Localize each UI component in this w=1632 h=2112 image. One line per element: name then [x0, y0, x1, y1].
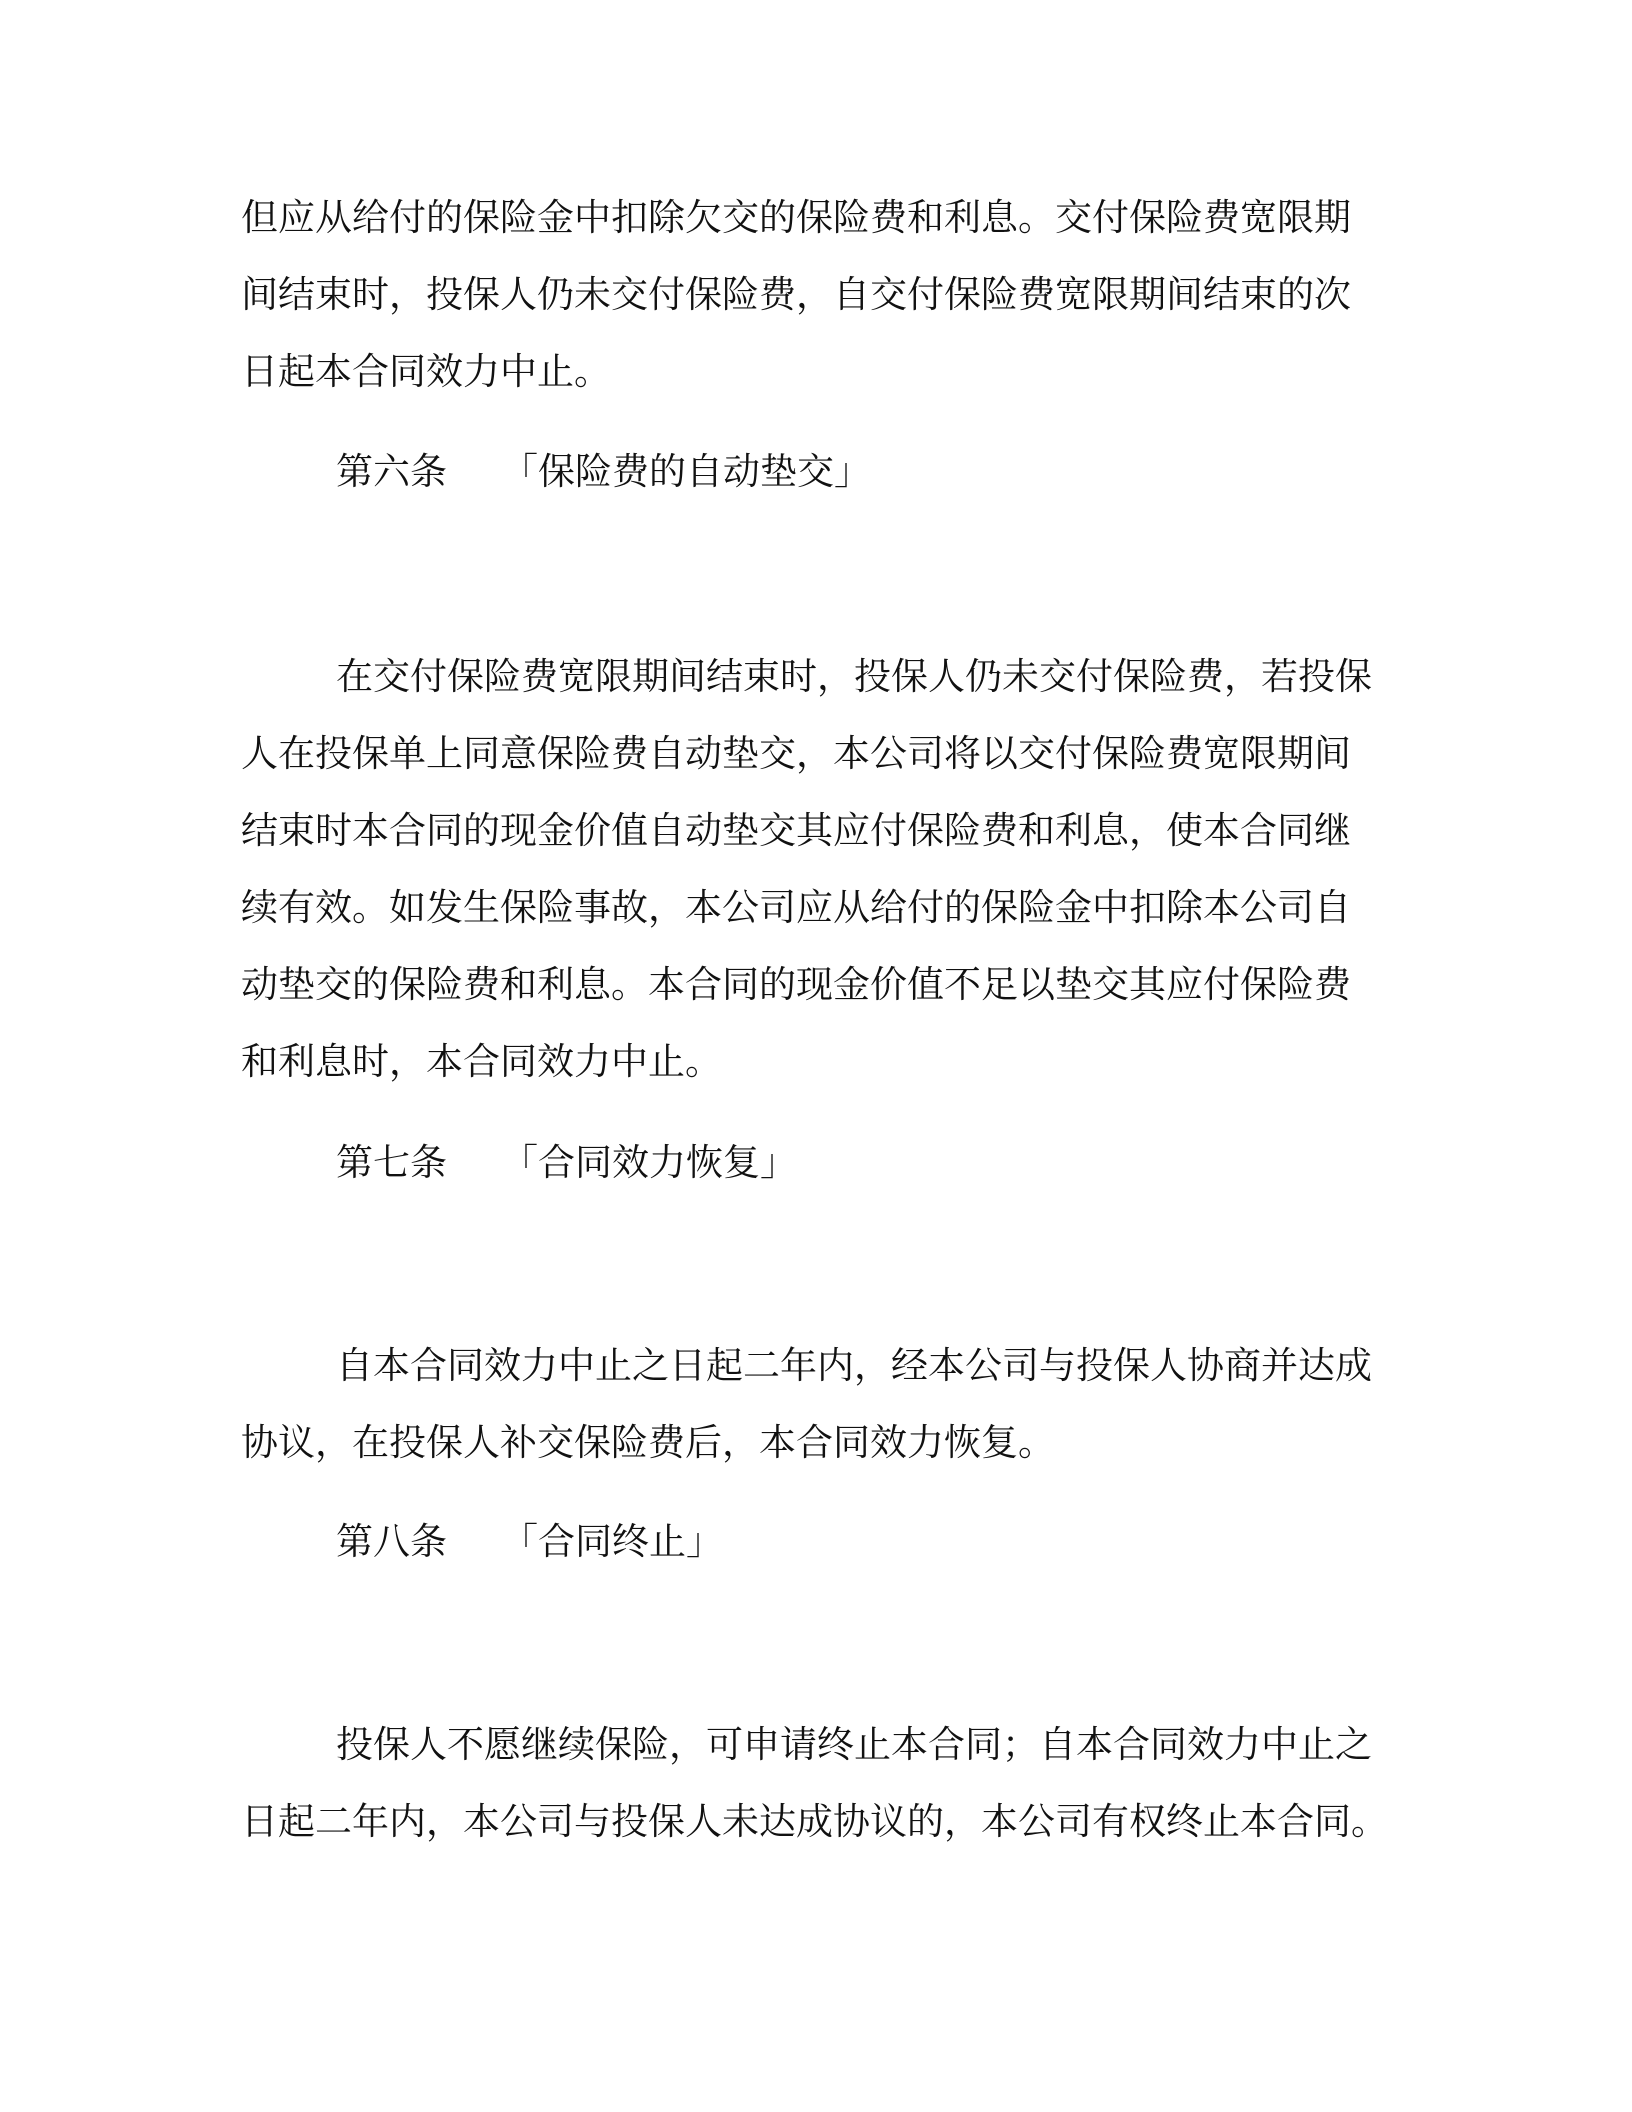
article-number: 第六条: [336, 450, 447, 493]
paragraph-line: 协议，在投保人补交保险费后，本合同效力恢复。: [241, 1421, 1055, 1464]
paragraph-line: 日起二年内，本公司与投保人未达成协议的，本公司有权终止本合同。: [241, 1800, 1388, 1843]
paragraph-line: 日起本合同效力中止。: [241, 350, 611, 393]
paragraph-line: 投保人不愿继续保险，可申请终止本合同；自本合同效力中止之: [336, 1723, 1372, 1766]
article-number: 第七条: [336, 1141, 447, 1184]
article-number: 第八条: [336, 1520, 447, 1563]
paragraph-line: 续有效。如发生保险事故，本公司应从给付的保险金中扣除本公司自: [241, 886, 1351, 929]
article-title: 「保险费的自动垫交」: [501, 450, 871, 493]
article-title: 「合同效力恢复」: [501, 1141, 797, 1184]
paragraph-line: 在交付保险费宽限期间结束时，投保人仍未交付保险费，若投保: [336, 655, 1372, 698]
paragraph-line: 结束时本合同的现金价值自动垫交其应付保险费和利息，使本合同继: [241, 809, 1351, 852]
paragraph-line: 动垫交的保险费和利息。本合同的现金价值不足以垫交其应付保险费: [241, 963, 1351, 1006]
paragraph-line: 自本合同效力中止之日起二年内，经本公司与投保人协商并达成: [336, 1344, 1372, 1387]
article-8-heading: [336, 1517, 723, 1567]
article-7-heading: [336, 1138, 797, 1188]
paragraph-line: 和利息时，本合同效力中止。: [241, 1040, 722, 1083]
paragraph-line: 人在投保单上同意保险费自动垫交，本公司将以交付保险费宽限期间: [241, 732, 1351, 775]
paragraph-line: 间结束时，投保人仍未交付保险费，自交付保险费宽限期间结束的次: [241, 273, 1351, 316]
paragraph-line: 但应从给付的保险金中扣除欠交的保险费和利息。交付保险费宽限期: [241, 196, 1351, 239]
article-6-heading: [336, 447, 871, 497]
article-title: 「合同终止」: [501, 1520, 723, 1563]
